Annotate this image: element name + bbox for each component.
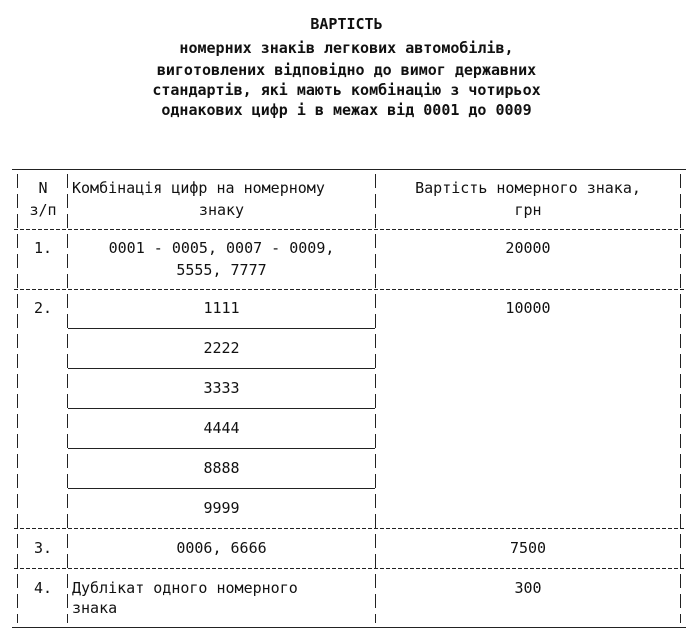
header-num-line-2: з/п xyxy=(29,201,57,219)
row-3-num: 3. xyxy=(33,539,53,557)
row-3-price: 7500 xyxy=(509,539,547,557)
row-4-combo-line-2: знака xyxy=(72,599,118,617)
row-2-combo: 4444 xyxy=(203,419,240,437)
row-1-num: 1. xyxy=(33,239,53,257)
row-4-combo-line-1: Дублікат одного номерного xyxy=(72,579,298,597)
header-combo-line-1: Комбінація цифр на номерному xyxy=(72,179,325,197)
row-4-price: 300 xyxy=(514,579,542,597)
row-2-combo: 1111 xyxy=(203,299,240,317)
document-heading: ВАРТІСТЬ xyxy=(310,15,383,33)
row-2-num: 2. xyxy=(33,299,53,317)
row-3-combo: 0006, 6666 xyxy=(176,539,267,557)
row-2-price: 10000 xyxy=(505,299,551,317)
document-subtitle-line-2: виготовлених відповідно до вимог державних xyxy=(156,61,537,79)
header-price-line-1: Вартість номерного знака, xyxy=(415,179,641,197)
document-subtitle-line-1: номерних знаків легкових автомобілів, xyxy=(179,39,514,57)
row-2-combo: 8888 xyxy=(203,459,240,477)
header-num-line-1: N xyxy=(38,179,48,197)
row-1-price: 20000 xyxy=(505,239,551,257)
row-2-combo: 9999 xyxy=(203,499,240,517)
row-2-combo: 3333 xyxy=(203,379,240,397)
header-price-line-2: грн xyxy=(514,201,542,219)
row-1-combo-line-2: 5555, 7777 xyxy=(176,261,267,279)
header-combo-line-2: знаку xyxy=(198,201,245,219)
row-4-num: 4. xyxy=(33,579,53,597)
document-subtitle-line-4: однакових цифр і в межах від 0001 до 0009 xyxy=(161,101,532,119)
document-subtitle-line-3: стандартів, які мають комбінацію з чотирьох xyxy=(152,81,541,99)
row-1-combo-line-1: 0001 - 0005, 0007 - 0009, xyxy=(108,239,335,257)
row-2-combo: 2222 xyxy=(203,339,240,357)
